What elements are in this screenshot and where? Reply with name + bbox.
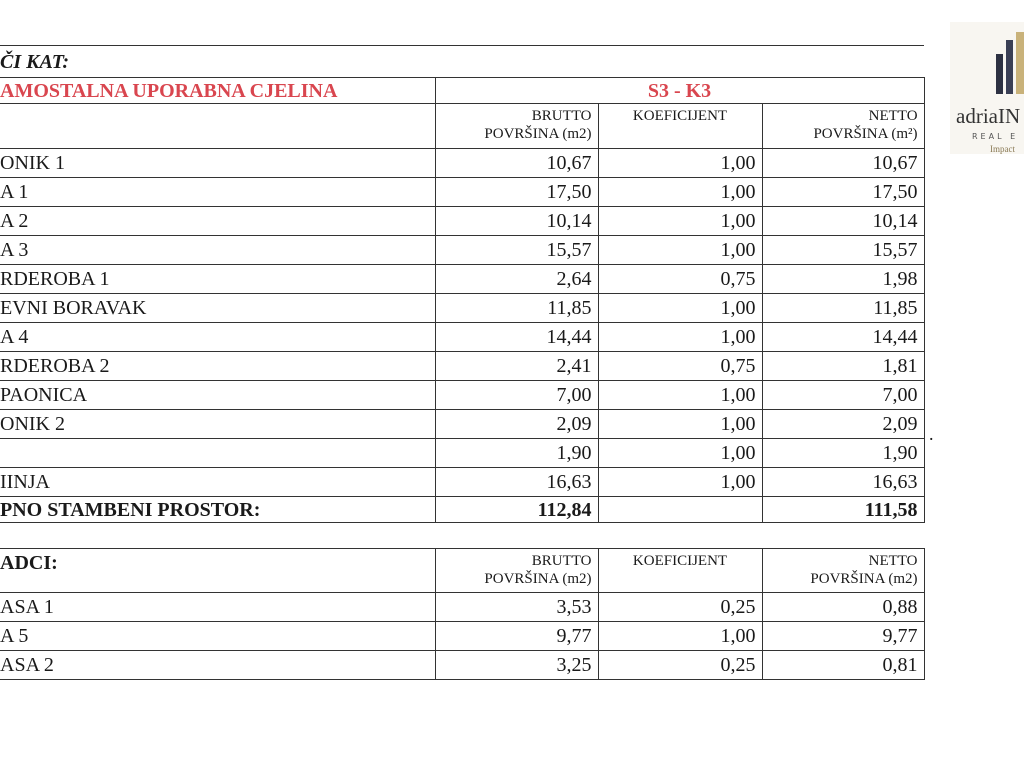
s2-netto-l1: NETTO [868,553,918,569]
room-name: RDEROBA 2 [0,352,435,381]
floor-title: ČI KAT: [0,46,924,78]
netto-value: 14,44 [762,323,924,352]
total-koef-blank [598,497,762,523]
koef-value: 1,00 [598,294,762,323]
logo-text: adriaIN [956,104,1021,128]
brutto-value: 3,53 [435,593,598,622]
brutto-value: 3,25 [435,651,598,680]
netto-value: 16,63 [762,468,924,497]
brutto-value: 14,44 [435,323,598,352]
room-name: ASA 2 [0,651,435,680]
table-row [0,468,924,497]
brutto-value: 2,41 [435,352,598,381]
netto-value: 2,09 [762,410,924,439]
koef-value: 0,75 [598,265,762,294]
area-table [0,45,925,523]
s2-header-koef: KOEFICIJENT [598,549,762,593]
total-netto: 111,58 [762,497,924,523]
table-row [0,294,924,323]
brutto-value: 10,14 [435,207,598,236]
netto-value: 15,57 [762,236,924,265]
table-row [0,323,924,352]
koef-value: 1,00 [598,410,762,439]
netto-value: 17,50 [762,178,924,207]
koef-value: 1,00 [598,468,762,497]
room-name: A 1 [0,178,435,207]
brutto-value: 11,85 [435,294,598,323]
s2-brutto-l2: POVRŠINA (m2) [484,571,592,587]
table-row [0,236,924,265]
brutto-value: 15,57 [435,236,598,265]
room-name: IINJA [0,468,435,497]
brutto-value: 7,00 [435,381,598,410]
koef-value: 1,00 [598,622,762,651]
brutto-value: 9,77 [435,622,598,651]
stray-mark: . [929,424,934,444]
room-name: A 5 [0,622,435,651]
table-row [0,593,924,622]
header-brutto [435,104,598,149]
room-name: ONIK 1 [0,149,435,178]
koef-value: 1,00 [598,236,762,265]
netto-value: 1,98 [762,265,924,294]
building-icon [992,32,1024,94]
s2-header-brutto [435,549,598,593]
netto-value: 11,85 [762,294,924,323]
koef-value: 1,00 [598,439,762,468]
company-logo [950,22,1024,154]
netto-value: 7,00 [762,381,924,410]
koef-value: 1,00 [598,149,762,178]
table-row [0,381,924,410]
koef-value: 1,00 [598,381,762,410]
room-name: ASA 1 [0,593,435,622]
room-name [0,439,435,468]
s2-brutto-l1: BRUTTO [531,553,592,569]
koef-value: 1,00 [598,323,762,352]
balcony-table [0,548,925,680]
header-netto [762,104,924,149]
total-label: PNO STAMBENI PROSTOR: [0,497,435,523]
brutto-value: 16,63 [435,468,598,497]
koef-value: 0,25 [598,651,762,680]
header-netto-l1: NETTO [868,108,918,124]
brutto-value: 17,50 [435,178,598,207]
brutto-value: 2,09 [435,410,598,439]
netto-value: 10,67 [762,149,924,178]
brutto-value: 1,90 [435,439,598,468]
netto-value: 1,81 [762,352,924,381]
s2-netto-l2: POVRŠINA (m2) [810,571,918,587]
netto-value: 9,77 [762,622,924,651]
room-name: EVNI BORAVAK [0,294,435,323]
netto-value: 10,14 [762,207,924,236]
room-name: RDEROBA 1 [0,265,435,294]
header-brutto-l2: POVRŠINA (m2) [484,126,592,142]
logo-tagline: Impact [990,144,1015,154]
room-name: ONIK 2 [0,410,435,439]
brutto-value: 10,67 [435,149,598,178]
header-koef: KOEFICIJENT [598,104,762,149]
netto-value: 0,81 [762,651,924,680]
header-netto-l2: POVRŠINA (m²) [813,126,918,142]
section2-title: ADCI: [0,549,435,593]
table-row [0,178,924,207]
room-name: A 4 [0,323,435,352]
unit-label: AMOSTALNA UPORABNA CJELINA [0,78,435,104]
table-row [0,265,924,294]
room-name: A 2 [0,207,435,236]
koef-value: 1,00 [598,178,762,207]
total-row [0,497,924,523]
header-blank [0,104,435,149]
logo-sub: REAL E [972,132,1019,141]
table-row [0,149,924,178]
netto-value: 0,88 [762,593,924,622]
table-row [0,352,924,381]
table-row [0,207,924,236]
koef-value: 0,75 [598,352,762,381]
table-row [0,410,924,439]
table-row [0,439,924,468]
room-name: A 3 [0,236,435,265]
table-row [0,622,924,651]
koef-value: 0,25 [598,593,762,622]
koef-value: 1,00 [598,207,762,236]
brutto-value: 2,64 [435,265,598,294]
header-brutto-l1: BRUTTO [531,108,592,124]
total-brutto: 112,84 [435,497,598,523]
room-name: PAONICA [0,381,435,410]
s2-header-netto [762,549,924,593]
unit-code: S3 - K3 [435,78,924,104]
table-row [0,651,924,680]
netto-value: 1,90 [762,439,924,468]
